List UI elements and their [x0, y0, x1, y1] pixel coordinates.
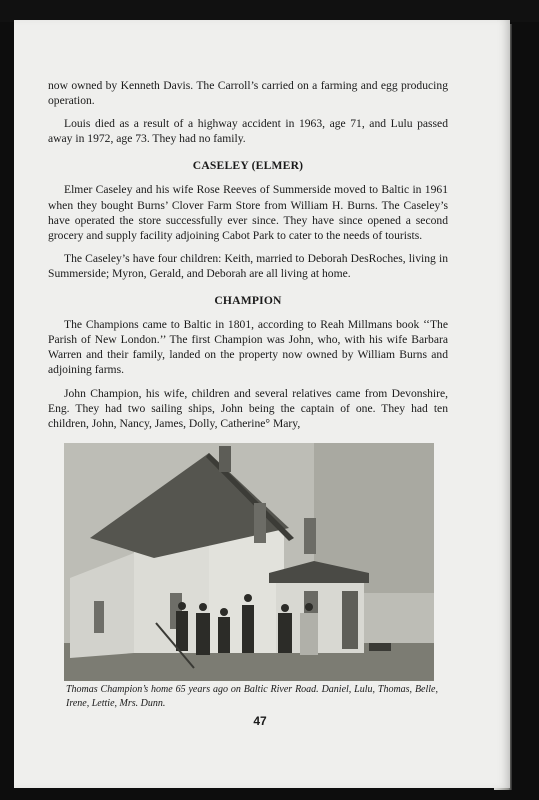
paragraph-caseley-1: Elmer Caseley and his wife Rose Reeves of Summerside moved to Baltic in 1961 when they bought Burns’ Clover Farm Store from William H. Burns. The Caseley’s have operated the store successfully ever since. They have since opened a second grocery and supply facility adjoining Cabot Park to cater to the needs of tourists.: [48, 183, 448, 242]
scan-border-top: [0, 0, 539, 22]
photo-caption: Thomas Champion’s home 65 years ago on Baltic River Road. Daniel, Lulu, Thomas, Belle, Irene, Lettie, Mrs. Dunn.: [66, 684, 438, 709]
paragraph-champion-1: The Champions came to Baltic in 1801, according to Reah Millmans book ‘‘The Parish of New London.’’ The first Champion was John, who, with his wife Barbara Warren and their family, landed on the property now owned by William Burns and adjoining farms.: [48, 318, 448, 377]
section-heading-champion: CHAMPION: [214, 294, 282, 308]
body-text: [48, 78, 448, 439]
paragraph-carroll-continued: now owned by Kenneth Davis. The Carroll’s carried on a farming and egg producing operation.: [48, 79, 448, 108]
page-number: 47: [253, 714, 267, 728]
paragraph-louis: Louis died as a result of a highway accident in 1963, age 71, and Lulu passed away in 1972, age 73. They had no family.: [48, 117, 448, 146]
house-photo-illustration: [64, 443, 434, 681]
section-heading-caseley: CASELEY (ELMER): [192, 159, 304, 173]
paragraph-caseley-2: The Caseley’s have four children: Keith, married to Deborah DesRoches, living in Summerside; Myron, Gerald, and Deborah are all living at home.: [48, 251, 448, 280]
house-photograph: [64, 443, 434, 681]
paragraph-champion-2: John Champion, his wife, children and several relatives came from Devonshire, Eng. They had two sailing ships, John being the captain of one. They had ten children, John, Nancy, James, Dolly, Catherine° Mary,: [48, 386, 448, 430]
